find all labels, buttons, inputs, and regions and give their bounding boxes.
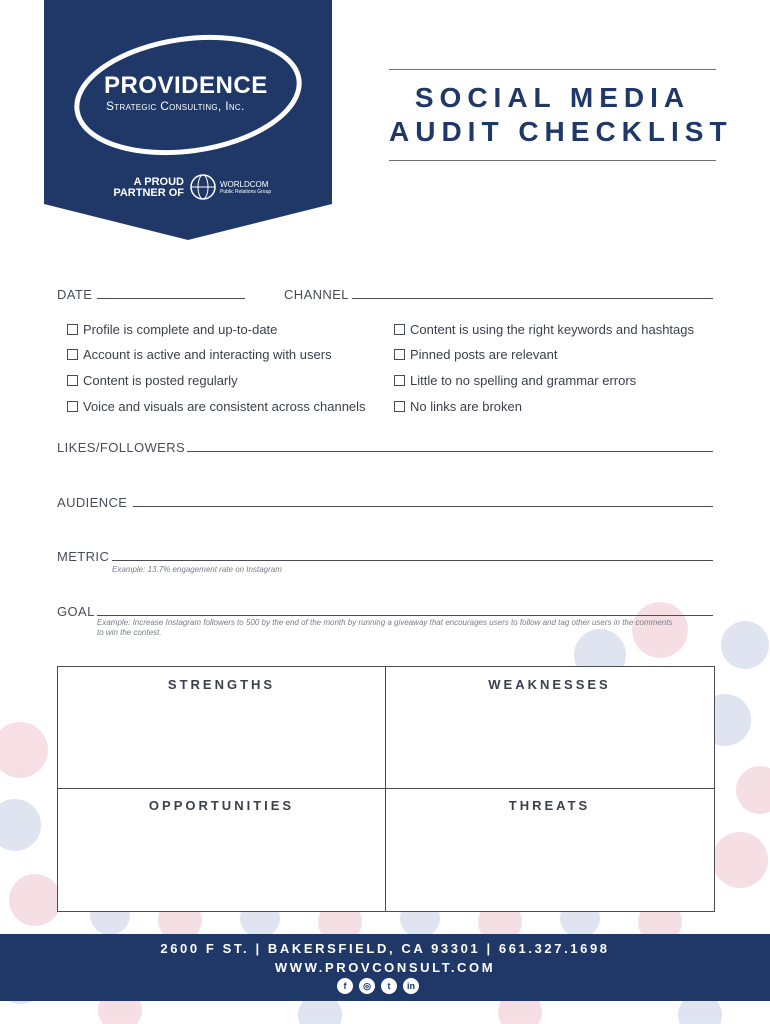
goal-example — [97, 618, 713, 638]
checklist-item[interactable] — [394, 347, 557, 362]
goal-example-line1: Example: Increase Instagram followers to 500 by the end of the month by running a giveaway that encourages users to follow and tag other users in the comments — [97, 618, 673, 627]
date-label: DATE — [57, 287, 93, 302]
checkbox[interactable] — [394, 324, 405, 335]
brand-name: PROVIDENCE — [104, 72, 268, 99]
page-title-line1: SOCIAL MEDIA — [414, 82, 691, 113]
metric-input-line[interactable] — [112, 560, 713, 561]
brand-subtitle: Strategic Consulting, Inc. — [106, 99, 245, 113]
goal-input-line[interactable] — [97, 615, 713, 616]
checkbox[interactable] — [394, 349, 405, 360]
channel-label: CHANNEL — [284, 287, 349, 302]
checklist-item-label: Content is posted regularly — [83, 373, 238, 388]
strengths-heading: STRENGTHS — [167, 677, 276, 692]
partner-org-subtitle: Public Relations Group — [220, 189, 272, 195]
swot-grid — [57, 666, 715, 912]
metric-example: Example: 13.7% engagement rate on Instagram — [112, 565, 282, 574]
partner-label — [108, 177, 184, 199]
title-rule-bottom — [389, 160, 716, 161]
swot-divider-vertical — [385, 667, 386, 911]
checkbox[interactable] — [67, 375, 78, 386]
checklist-item[interactable] — [394, 322, 694, 337]
checklist-item[interactable] — [67, 373, 238, 388]
checklist-item[interactable] — [67, 322, 277, 337]
checkbox[interactable] — [67, 401, 78, 412]
opportunities-heading: OPPORTUNITIES — [148, 798, 295, 813]
facebook-icon[interactable]: f — [337, 978, 353, 994]
linkedin-icon[interactable]: in — [403, 978, 419, 994]
threats-heading: THREATS — [508, 798, 591, 813]
audience-input-line[interactable] — [133, 506, 713, 507]
checklist-item[interactable] — [67, 347, 332, 362]
footer — [0, 934, 770, 1001]
checklist-item-label: Account is active and interacting with users — [83, 347, 332, 362]
title-rule-top — [389, 69, 716, 70]
social-links — [337, 978, 419, 994]
swot-divider-horizontal — [58, 788, 714, 789]
checklist-item-label: Profile is complete and up-to-date — [83, 322, 278, 337]
footer-address: 2600 F ST. | BAKERSFIELD, CA 93301 | 661.327.1698 — [160, 941, 610, 956]
likes-followers-input-line[interactable] — [187, 451, 713, 452]
goal-label: GOAL — [57, 604, 95, 619]
partner-org-name: WORLDCOM — [220, 180, 269, 189]
metric-label: METRIC — [57, 549, 110, 564]
instagram-icon[interactable]: ◎ — [359, 978, 375, 994]
page-title-line2: AUDIT CHECKLIST — [389, 116, 733, 147]
partner-label-line1: A PROUD — [133, 176, 184, 188]
checklist-item[interactable] — [67, 399, 366, 414]
audience-label: AUDIENCE — [57, 495, 128, 510]
checkbox[interactable] — [394, 375, 405, 386]
date-input-line[interactable] — [97, 298, 245, 299]
checkbox[interactable] — [394, 401, 405, 412]
footer-website-link[interactable]: WWW.PROVCONSULT.COM — [274, 960, 496, 975]
checkbox[interactable] — [67, 324, 78, 335]
checkbox[interactable] — [67, 349, 78, 360]
checklist-item-label: Pinned posts are relevant — [410, 347, 558, 362]
checklist-item[interactable] — [394, 373, 636, 388]
checklist-item-label: Little to no spelling and grammar errors — [410, 373, 637, 388]
likes-followers-label: LIKES/FOLLOWERS — [57, 440, 186, 455]
channel-input-line[interactable] — [352, 298, 713, 299]
weaknesses-heading: WEAKNESSES — [488, 677, 611, 692]
checklist-item-label: Voice and visuals are consistent across channels — [83, 399, 366, 414]
goal-example-line2: to win the contest. — [97, 628, 162, 637]
twitter-icon[interactable]: t — [381, 978, 397, 994]
checklist-item-label: Content is using the right keywords and hashtags — [410, 322, 695, 337]
globe-icon — [188, 172, 218, 202]
partner-label-line2: PARTNER OF — [113, 187, 184, 199]
checklist-item-label: No links are broken — [410, 399, 522, 414]
checklist-item[interactable] — [394, 399, 522, 414]
